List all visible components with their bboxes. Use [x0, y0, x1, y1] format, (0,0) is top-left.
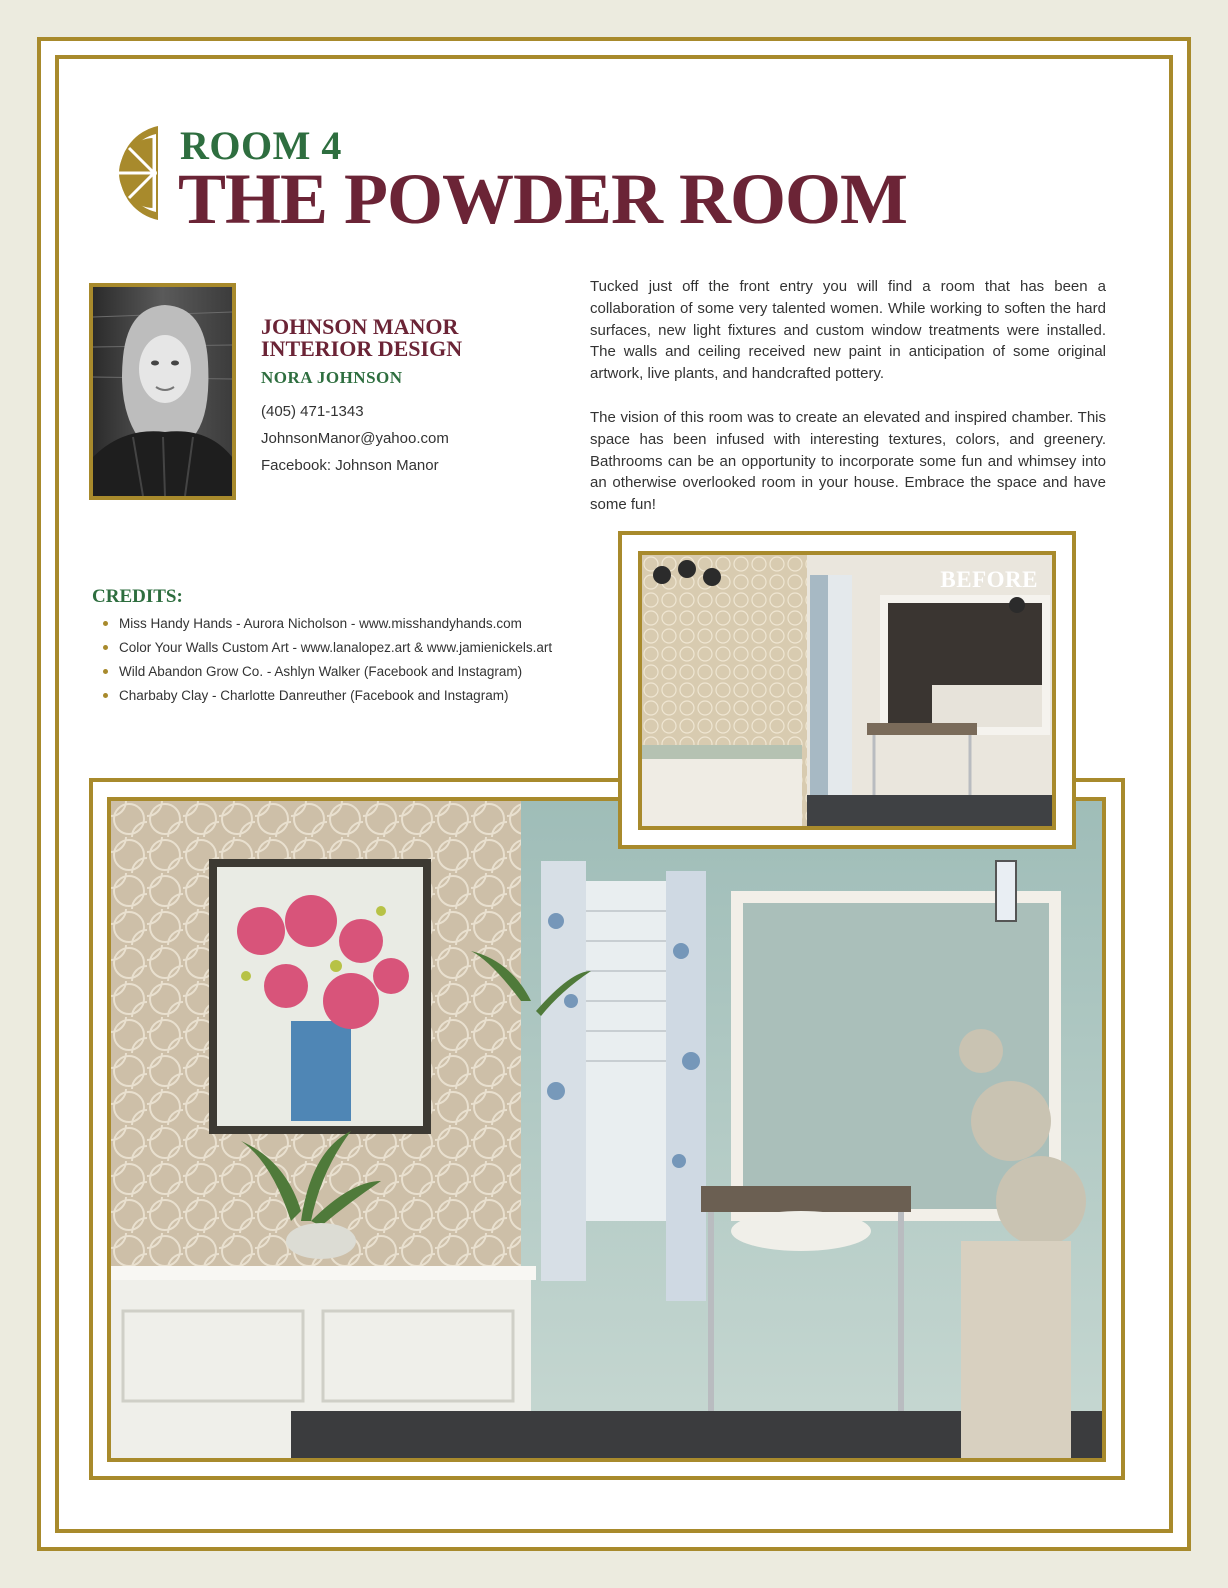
designer-info	[261, 316, 571, 479]
credit-item: Miss Handy Hands - Aurora Nicholson - www.misshandyhands.com	[92, 612, 612, 636]
room-description	[590, 276, 1106, 538]
email-address: JohnsonManor@yahoo.com	[261, 430, 449, 447]
designer-name: NORA JOHNSON	[261, 368, 403, 387]
contact-details	[261, 398, 571, 479]
phone-number: (405) 471-1343	[261, 403, 364, 420]
designer-company	[261, 316, 571, 360]
before-photo	[638, 551, 1056, 830]
company-line-1: JOHNSON MANOR	[261, 314, 459, 339]
credits-title: CREDITS:	[92, 586, 183, 607]
description-paragraph-1: Tucked just off the front entry you will find a room that has been a collaboration of some very talented women. While working to soften the hard surfaces, new light fixtures and custom window treatments were installed. The walls and ceiling received new paint in anticipation of some original artwork, live plants, and handcrafted pottery.	[590, 278, 1106, 383]
citrus-slice-icon	[106, 124, 162, 222]
credit-item: Wild Abandon Grow Co. - Ashlyn Walker (Facebook and Instagram)	[92, 660, 612, 684]
facebook-handle: Facebook: Johnson Manor	[261, 457, 439, 474]
description-paragraph-2: The vision of this room was to create an elevated and inspired chamber. This space has been infused with interesting textures, colors, and greenery. Bathrooms can be an opportunity to incorporate some fun and whimsey into an otherwise overlooked room in your house. Embrace the space and have some fun!	[590, 408, 1106, 514]
room-number: ROOM 4	[180, 123, 342, 168]
company-line-2: INTERIOR DESIGN	[261, 336, 463, 361]
credit-item: Charbaby Clay - Charlotte Danreuther (Facebook and Instagram)	[92, 684, 612, 708]
before-label: BEFORE	[940, 567, 1038, 592]
after-photo	[107, 797, 1106, 1462]
credit-item: Color Your Walls Custom Art - www.lanalopez.art & www.jamienickels.art	[92, 636, 612, 660]
credits-list	[92, 612, 612, 708]
designer-portrait	[89, 283, 236, 500]
page-title: THE POWDER ROOM	[178, 159, 908, 239]
credits-section	[92, 586, 612, 708]
